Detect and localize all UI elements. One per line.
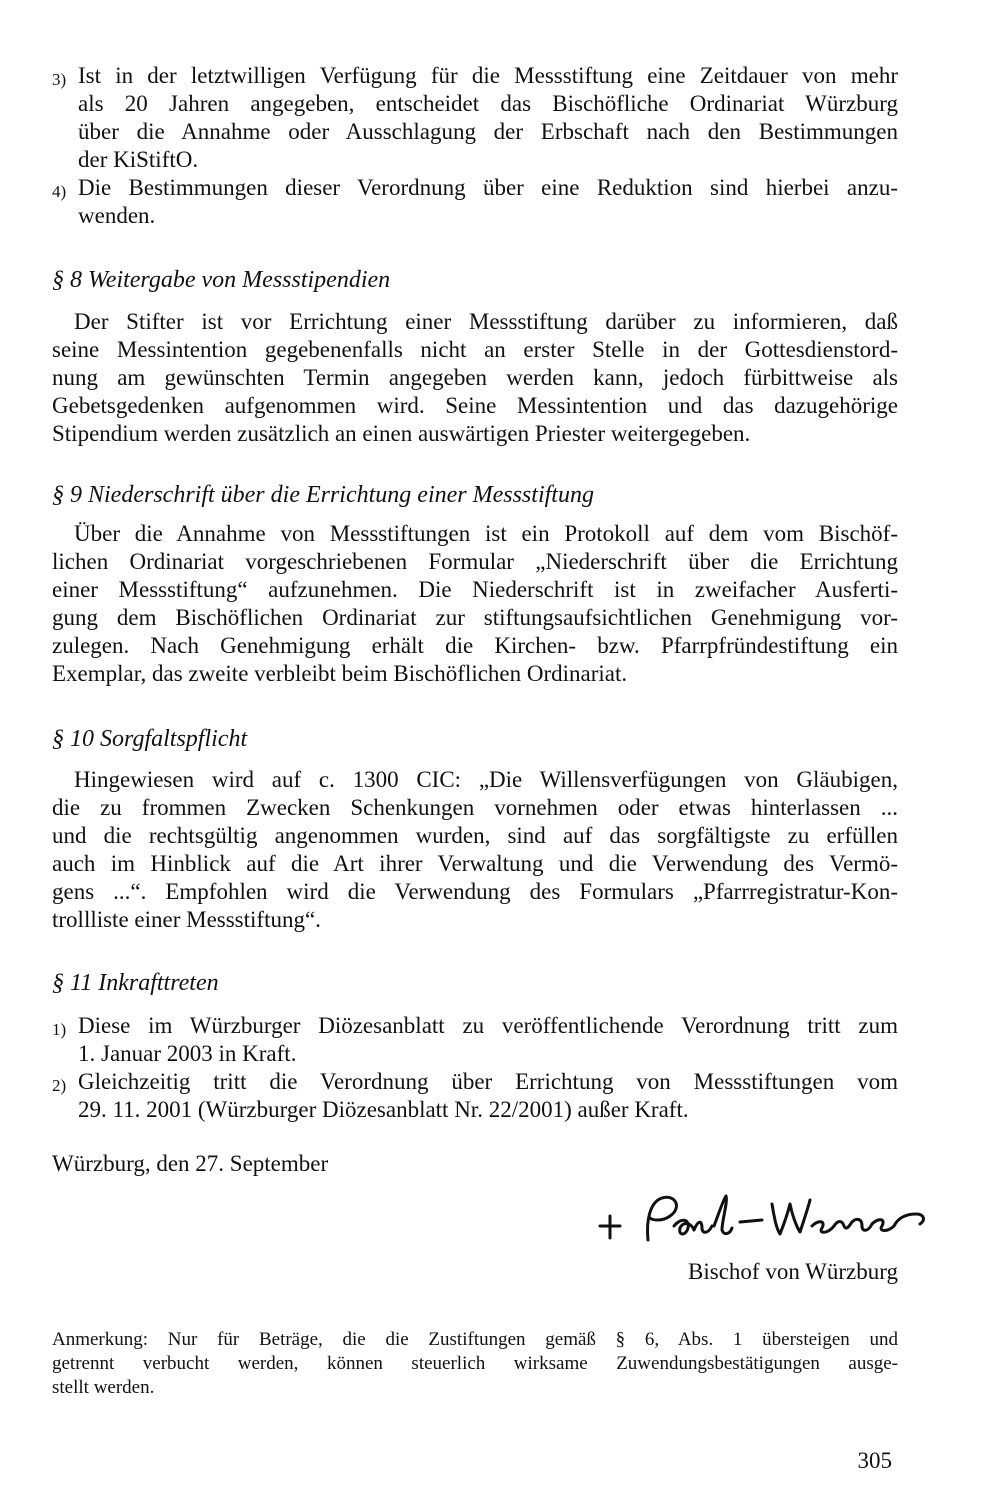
text-line: auch im Hinblick auf die Art ihrer Verwaltung und die Verwendung des Vermö- [52,851,898,876]
section9-paragraph [52,520,898,688]
text-line: Die Bestimmungen dieser Verordnung über eine Reduktion sind hierbei anzu- [78,175,898,200]
signature-caption: Bischof von Würzburg [688,1259,898,1284]
text-line: einer Messstiftung“ aufzunehmen. Die Niederschrift ist in zweifacher Ausferti- [52,577,898,602]
text-line: als 20 Jahren angegeben, entscheidet das Bischöfliche Ordinariat Würzburg [78,91,898,116]
text-line: Exemplar, das zweite verbleibt beim Bischöflichen Ordinariat. [52,661,628,686]
text-line: Hingewiesen wird auf c. 1300 CIC: „Die Willensverfügungen von Gläubigen, [74,767,898,792]
text-line: Über die Annahme von Messstiftungen ist ein Protokoll auf dem vom Bischöf- [74,521,898,546]
signature [590,1190,950,1250]
section11-list [52,1012,898,1124]
text-line: nung am gewünschten Termin angegeben werden kann, jedoch fürbittweise als [52,365,898,390]
text-line: zulegen. Nach Genehmigung erhält die Kirchen- bzw. Pfarrpfründestiftung ein [52,633,898,658]
text-line: gens ...“. Empfohlen wird die Verwendung des Formulars „Pfarrregistratur-Kon- [52,879,898,904]
list-item [52,62,898,174]
text-line: über die Annahme oder Ausschlagung der Erbschaft nach den Bestimmungen [78,119,898,144]
section11-heading: § 11 Inkrafttreten [52,970,219,996]
list-item [52,174,898,230]
section7-list [52,62,898,230]
text-line: wenden. [78,203,156,228]
section10-paragraph [52,766,898,934]
text-line: gung dem Bischöflichen Ordinariat zur stiftungsaufsichtlichen Genehmigung vor- [52,605,898,630]
text-line: der KiStiftO. [78,147,199,172]
list-item [52,1068,898,1124]
text-line: die zu frommen Zwecken Schenkungen vornehmen oder etwas hinterlassen ... [52,795,898,820]
text-line: und die rechtsgültig angenommen wurden, sind auf das sorgfältigste zu erfüllen [52,823,898,848]
text-line: Gleichzeitig tritt die Verordnung über Errichtung von Messstiftungen vom [78,1069,898,1094]
text-line: Anmerkung: Nur für Beträge, die die Zustiftungen gemäß § 6, Abs. 1 übersteigen und [52,1329,898,1350]
text-line: Diese im Würzburger Diözesanblatt zu veröffentlichende Verordnung tritt zum [78,1013,898,1038]
section8-heading: § 8 Weitergabe von Messstipendien [52,267,391,293]
text-line: getrennt verbucht werden, können steuerlich wirksame Zuwendungsbestätigungen ausge- [52,1353,898,1374]
text-line: lichen Ordinariat vorgeschriebenen Formular „Niederschrift über die Errichtung [52,549,898,574]
text-line: seine Messintention gegebenenfalls nicht an erster Stelle in der Gottesdienstord- [52,337,898,362]
section9-heading: § 9 Niederschrift über die Errichtung einer Messstiftung [52,482,594,508]
text-line: Gebetsgedenken aufgenommen wird. Seine Messintention und das dazugehörige [52,393,898,418]
text-line: Der Stifter ist vor Errichtung einer Messstiftung darüber zu informieren, daß [74,309,898,334]
list-item [52,1012,898,1068]
page-number: 305 [857,1448,892,1473]
text-line: Ist in der letztwilligen Verfügung für die Messstiftung eine Zeitdauer von mehr [78,63,898,88]
item-number: 1) [52,1020,67,1039]
section8-paragraph [52,308,898,448]
item-number: 3) [52,70,67,89]
text-line: 1. Januar 2003 in Kraft. [78,1041,297,1066]
text-line: 29. 11. 2001 (Würzburger Diözesanblatt Nr. 22/2001) außer Kraft. [78,1097,689,1122]
section10-heading: § 10 Sorgfaltspflicht [52,726,248,752]
text-line: stellt werden. [52,1377,155,1398]
item-number: 4) [52,182,67,201]
text-line: trollliste einer Messstiftung“. [52,907,321,932]
footnote [52,1328,898,1400]
text-line: Stipendium werden zusätzlich an einen auswärtigen Priester weitergegeben. [52,421,751,446]
place-date: Würzburg, den 27. September [52,1151,329,1176]
item-number: 2) [52,1076,67,1095]
